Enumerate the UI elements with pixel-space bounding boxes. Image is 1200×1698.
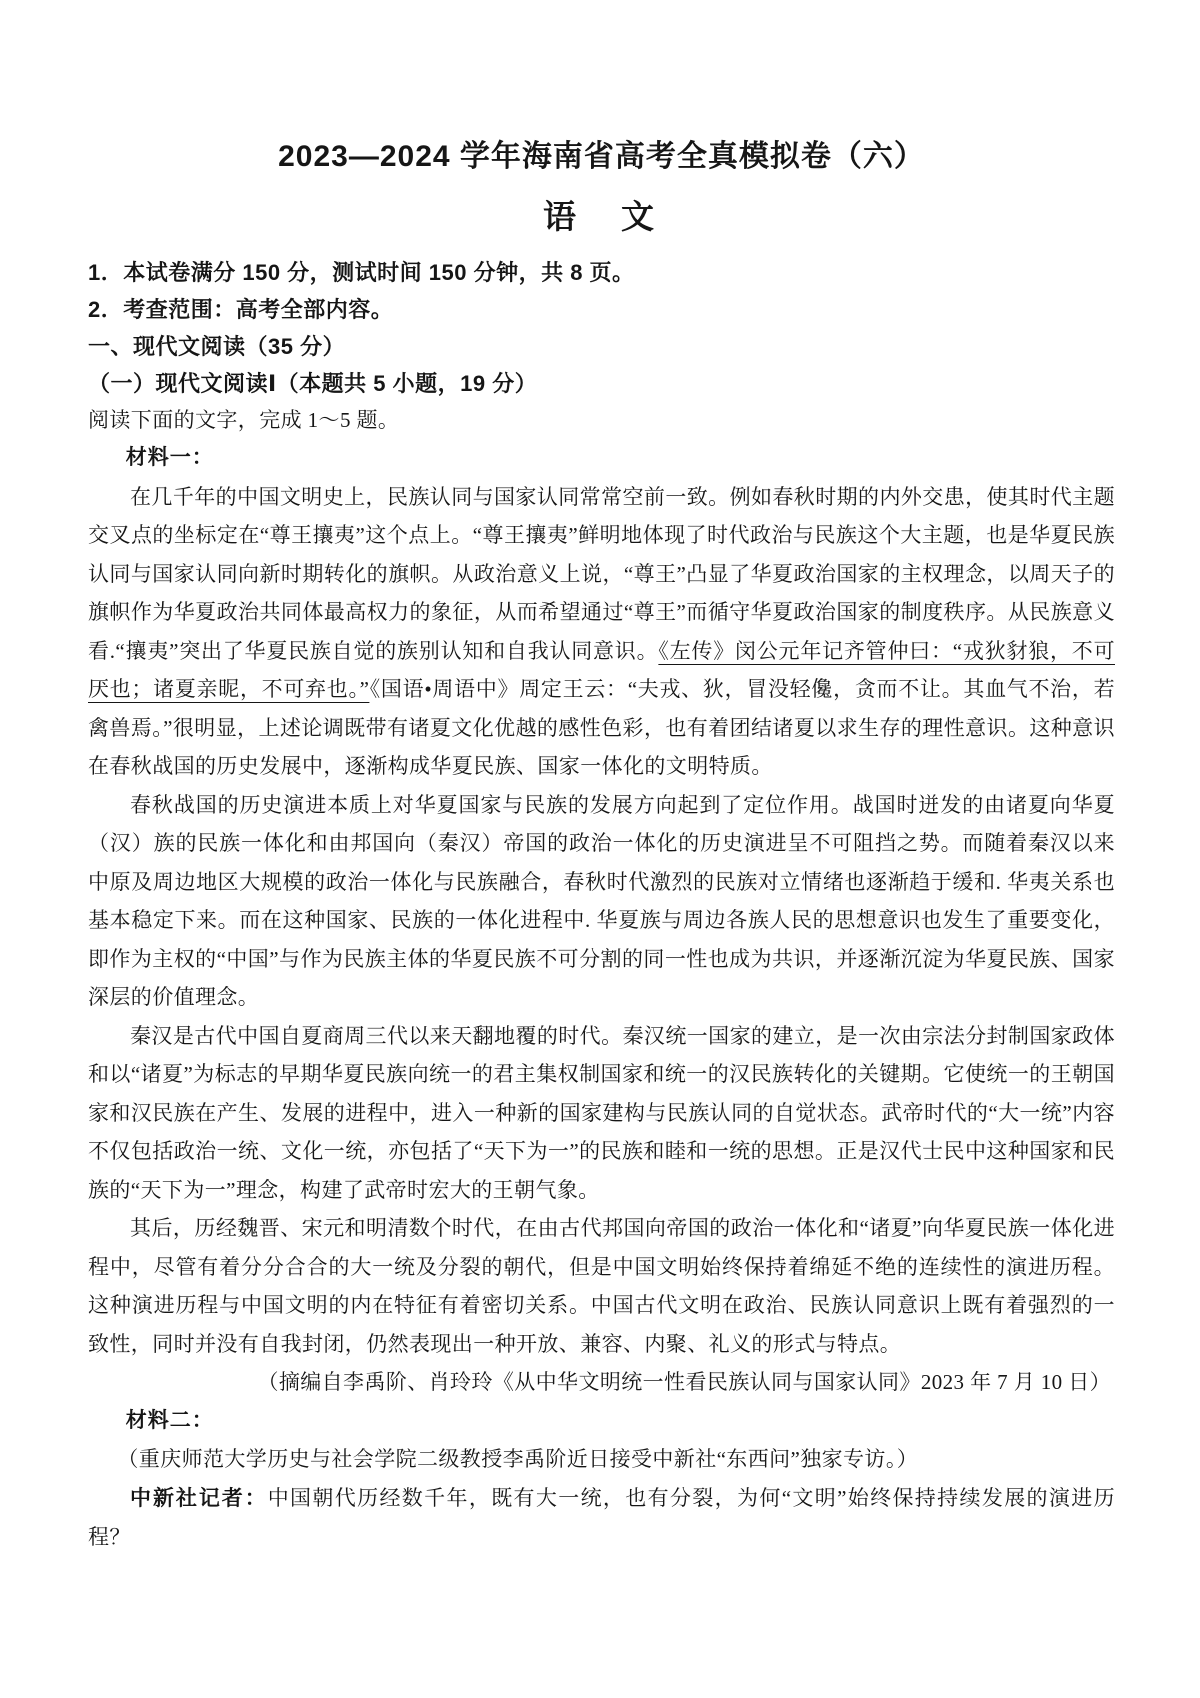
paragraph-1-underlined-quote: 《左传》闵公元年记齐管仲曰：“戎狄豺狼，不可厌也；诸夏亲昵，不可弃也。” [88, 638, 1115, 701]
paper-note-1: 1．本试卷满分 150 分，测试时间 150 分钟，共 8 页。 [88, 260, 635, 285]
material-1-paragraph-2: 春秋战国的历史演进本质上对华夏国家与民族的发展方向起到了定位作用。战国时迸发的由诸夏向华夏（汉）族的民族一体化和由邦国向（秦汉）帝国的政治一体化的历史演进呈不可阻挡之势。而随着秦汉以来中原及周边地区大规模的政治一体化与民族融合，春秋时代激烈的民族对立情绪也逐渐趋于缓和. 华夷关系也基本稳定下来。而在这种国家、民族的一体化进程中. 华夏族与周边各族人民的思想意识也发生了重要变化，即作为主权的“中国”与作为民族主体的华夏民族不可分割的同一性也成为共识，并逐渐沉淀为华夏民族、国家深层的价值理念。 [88, 792, 1115, 1009]
material-1-paragraph-4: 其后，历经魏晋、宋元和明清数个时代，在由古代邦国向帝国的政治一体化和“诸夏”向华夏民族一体化进程中，尽管有着分分合合的大一统及分裂的朝代，但是中国文明始终保持着绵延不绝的连续性的演进历程。这种演进历程与中国文明的内在特征有着密切关系。中国古代文明在政治、民族认同意识上既有着强烈的一致性，同时并没有自我封闭，仍然表现出一种开放、兼容、内聚、礼义的形式与特点。 [88, 1216, 1115, 1356]
reading-passage [88, 439, 1115, 1557]
front-matter [88, 254, 1115, 439]
paper-note-2: 2．考查范围：高考全部内容。 [88, 297, 394, 322]
material-1-paragraph-1 [88, 478, 1115, 786]
material-2-intro: （重庆师范大学历史与社会学院二级教授李禹阶近日接受中新社“东西问”独家专访。） [117, 1447, 919, 1471]
material-1-source-attribution: （摘编自李禹阶、肖玲玲《从中华文明统一性看民族认同与国家认同》2023 年 7 月 10 日） [257, 1370, 1111, 1394]
reporter-label: 中新社记者： [130, 1486, 268, 1510]
material-1-label: 材料一： [125, 446, 214, 469]
subsection-1-heading: （一）现代文阅读Ⅰ（本题共 5 小题，19 分） [88, 371, 538, 396]
subject-title: 语 文 [543, 198, 660, 235]
exam-title: 2023—2024 学年海南省高考全真模拟卷（六） [278, 140, 925, 173]
reading-instruction: 阅读下面的文字，完成 1～5 题。 [88, 408, 400, 432]
reporter-question-text: 中国朝代历经数千年，既有大一统，也有分裂，为何“文明”始终保持持续发展的演进历程？ [88, 1485, 1115, 1549]
section-1-heading: 一、现代文阅读（35 分） [88, 334, 346, 359]
material-2-question [88, 1479, 1115, 1557]
material-2-label: 材料二： [125, 1408, 214, 1432]
paragraph-1-text: 在几千年的中国文明史上，民族认同与国家认同常常空前一致。例如春秋时期的内外交患，使其时代主题交叉点的坐标定在“尊王攘夷”这个点上。“尊王攘夷”鲜明地体现了时代政治与民族这个大主题，也是华夏民族认同与国家认同向新时期转化的旗帜。从政治意义上说，“尊王”凸显了华夏政治国家的主权理念，以周天子的旗帜作为华夏政治共同体最高权力的象征，从而希望通过“尊王”而循守华夏政治国家的制度秩序。从民族意义看.“攘夷”突出了华夏民族自觉的族别认知和自我认同意识。 [88, 484, 1115, 663]
material-1-paragraph-3: 秦汉是古代中国自夏商周三代以来天翻地覆的时代。秦汉统一国家的建立，是一次由宗法分封制国家政体和以“诸夏”为标志的早期华夏民族向统一的君主集权制国家和统一的汉民族转化的关键期。它使统一的王朝国家和汉民族在产生、发展的进程中，进入一种新的国家建构与民族认同的自觉状态。武帝时代的“大一统”内容不仅包括政治一统、文化一统，亦包括了“天下为一”的民族和睦和一统的思想。正是汉代士民中这种国家和民族的“天下为一”理念，构建了武帝时宏大的王朝气象。 [88, 1023, 1115, 1202]
paragraph-1-text-continued: 《国语•周语中》周定王云：“夫戎、狄，冒没轻儳，贪而不让。其血气不治，若禽兽焉。”很明显，上述论调既带有诸夏文化优越的感性色彩，也有着团结诸夏以求生存的理性意识。这种意识在春秋战国的历史发展中，逐渐构成华夏民族、国家一体化的文明特质。 [88, 677, 1115, 778]
